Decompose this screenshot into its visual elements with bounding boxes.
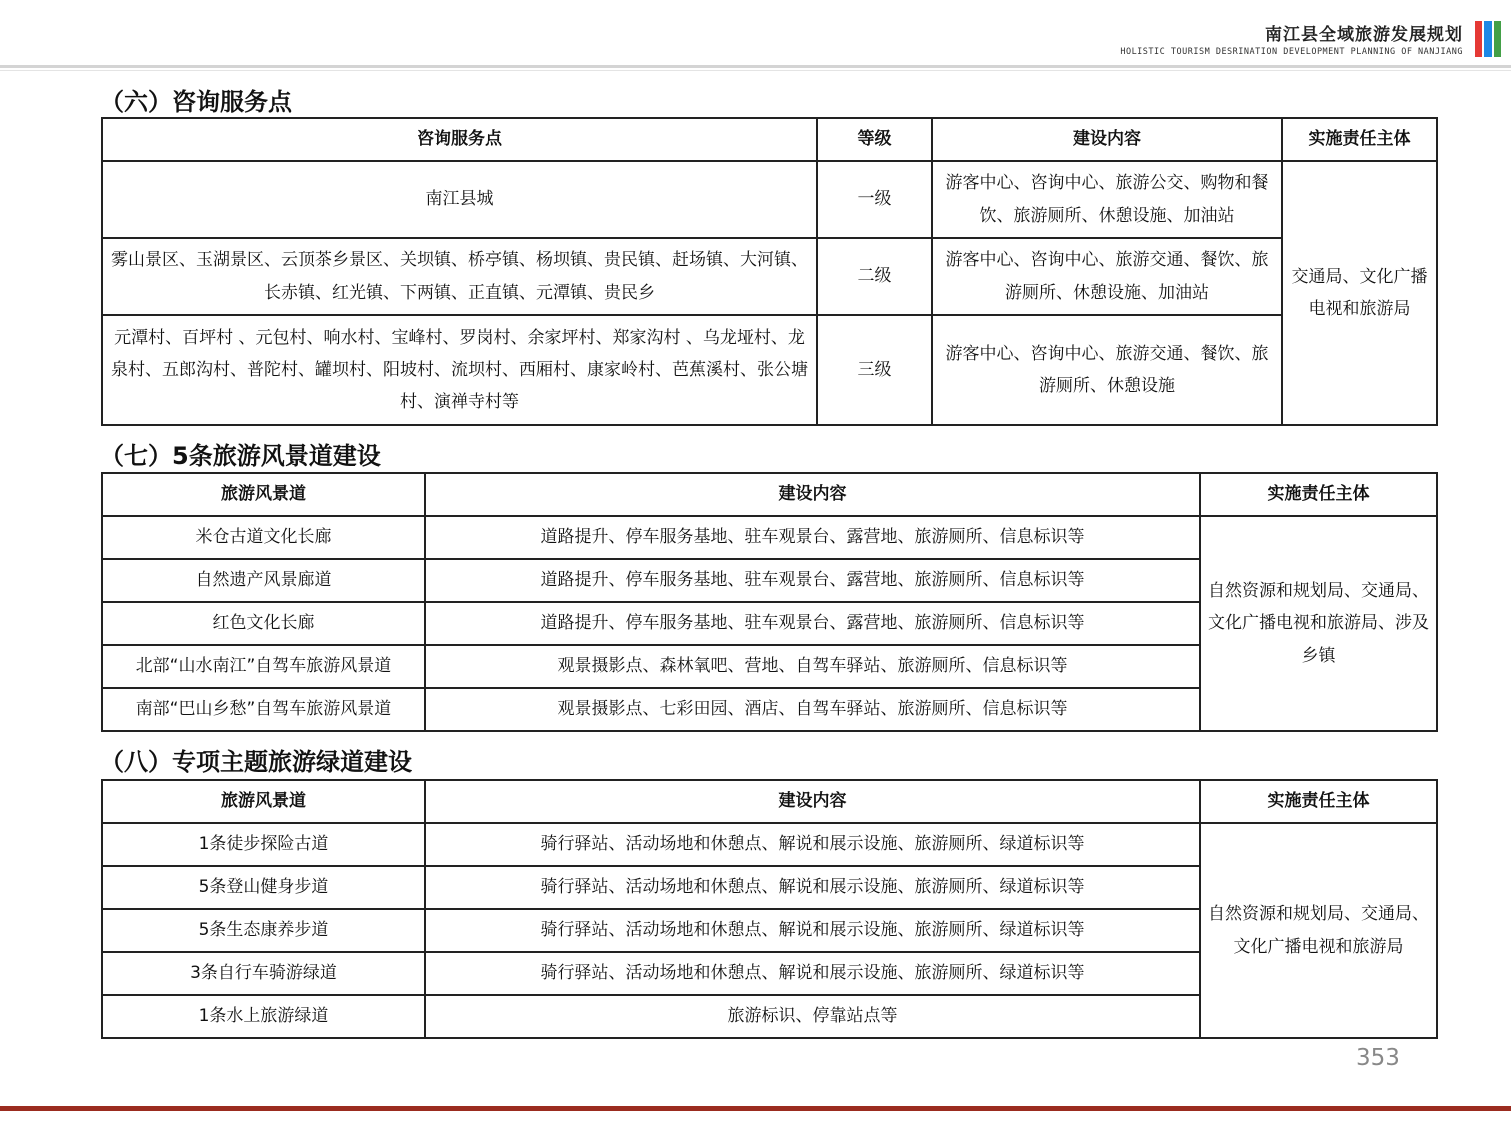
level-cell: 三级 xyxy=(817,315,932,425)
logo-color-bars xyxy=(1475,21,1501,57)
header-title: 南江县全域旅游发展规划 xyxy=(1265,25,1463,45)
greenway-name-cell: 3条自行车骑游绿道 xyxy=(102,952,425,995)
consulting-points-table xyxy=(101,117,1438,426)
table-row xyxy=(102,823,1437,866)
table-row xyxy=(102,238,1437,315)
blue-bar xyxy=(1484,21,1491,57)
service-point-cell: 元潭村、百坪村 、元包村、响水村、宝峰村、罗岗村、余家坪村、郑家沟村 、乌龙垭村、龙泉村、五郎沟村、普陀村、罐坝村、阳坡村、流坝村、西厢村、康家岭村、芭蕉溪村、张公塘村、演禅寺村等 xyxy=(102,315,817,425)
construction-content-cell: 骑行驿站、活动场地和休憩点、解说和展示设施、旅游厕所、绿道标识等 xyxy=(425,909,1200,952)
column-header: 实施责任主体 xyxy=(1200,780,1437,823)
header-divider xyxy=(0,65,1511,68)
construction-content-cell: 观景摄影点、森林氧吧、营地、自驾车驿站、旅游厕所、信息标识等 xyxy=(425,645,1200,688)
responsible-party-cell: 自然资源和规划局、交通局、文化广播电视和旅游局 xyxy=(1200,823,1437,1038)
greenway-name-cell: 1条水上旅游绿道 xyxy=(102,995,425,1038)
byway-name-cell: 米仓古道文化长廊 xyxy=(102,516,425,559)
service-point-cell: 南江县城 xyxy=(102,161,817,238)
table-header-row xyxy=(102,780,1437,823)
section-title-scenic-byways: （七）5条旅游风景道建设 xyxy=(100,442,381,470)
greenway-name-cell: 5条登山健身步道 xyxy=(102,866,425,909)
header-subtitle: HOLISTIC TOURISM DESRINATION DEVELOPMENT PLANNING OF NANJIANG xyxy=(1120,47,1463,57)
construction-content-cell: 骑行驿站、活动场地和休憩点、解说和展示设施、旅游厕所、绿道标识等 xyxy=(425,866,1200,909)
service-point-cell: 雾山景区、玉湖景区、云顶茶乡景区、关坝镇、桥亭镇、杨坝镇、贵民镇、赶场镇、大河镇、长赤镇、红光镇、下两镇、正直镇、元潭镇、贵民乡 xyxy=(102,238,817,315)
section-title-consulting: （六）咨询服务点 xyxy=(100,88,292,116)
scenic-byways-table xyxy=(101,472,1438,732)
column-header: 实施责任主体 xyxy=(1200,473,1437,516)
column-header: 旅游风景道 xyxy=(102,780,425,823)
table-header-row xyxy=(102,118,1437,161)
construction-content-cell: 观景摄影点、七彩田园、酒店、自驾车驿站、旅游厕所、信息标识等 xyxy=(425,688,1200,731)
page-number: 353 xyxy=(1356,1045,1400,1071)
construction-content-cell: 道路提升、停车服务基地、驻车观景台、露营地、旅游厕所、信息标识等 xyxy=(425,559,1200,602)
greenway-name-cell: 5条生态康养步道 xyxy=(102,909,425,952)
construction-content-cell: 骑行驿站、活动场地和休憩点、解说和展示设施、旅游厕所、绿道标识等 xyxy=(425,952,1200,995)
column-header: 旅游风景道 xyxy=(102,473,425,516)
header-divider-thin xyxy=(0,70,1511,71)
byway-name-cell: 南部“巴山乡愁”自驾车旅游风景道 xyxy=(102,688,425,731)
responsible-party-cell: 自然资源和规划局、交通局、文化广播电视和旅游局、涉及乡镇 xyxy=(1200,516,1437,731)
table-row xyxy=(102,315,1437,425)
byway-name-cell: 自然遗产风景廊道 xyxy=(102,559,425,602)
column-header: 建设内容 xyxy=(425,473,1200,516)
table-row xyxy=(102,516,1437,559)
greenway-name-cell: 1条徒步探险古道 xyxy=(102,823,425,866)
table-row xyxy=(102,161,1437,238)
level-cell: 一级 xyxy=(817,161,932,238)
column-header: 实施责任主体 xyxy=(1282,118,1437,161)
green-bar xyxy=(1494,21,1501,57)
construction-content-cell: 道路提升、停车服务基地、驻车观景台、露营地、旅游厕所、信息标识等 xyxy=(425,602,1200,645)
construction-content-cell: 游客中心、咨询中心、旅游公交、购物和餐饮、旅游厕所、休憩设施、加油站 xyxy=(932,161,1282,238)
construction-content-cell: 道路提升、停车服务基地、驻车观景台、露营地、旅游厕所、信息标识等 xyxy=(425,516,1200,559)
red-bar xyxy=(1475,21,1482,57)
construction-content-cell: 旅游标识、停靠站点等 xyxy=(425,995,1200,1038)
column-header: 等级 xyxy=(817,118,932,161)
column-header: 咨询服务点 xyxy=(102,118,817,161)
byway-name-cell: 红色文化长廊 xyxy=(102,602,425,645)
column-header: 建设内容 xyxy=(932,118,1282,161)
column-header: 建设内容 xyxy=(425,780,1200,823)
level-cell: 二级 xyxy=(817,238,932,315)
footer-divider xyxy=(0,1106,1511,1111)
construction-content-cell: 游客中心、咨询中心、旅游交通、餐饮、旅游厕所、休憩设施 xyxy=(932,315,1282,425)
byway-name-cell: 北部“山水南江”自驾车旅游风景道 xyxy=(102,645,425,688)
table-header-row xyxy=(102,473,1437,516)
greenways-table xyxy=(101,779,1438,1039)
construction-content-cell: 骑行驿站、活动场地和休憩点、解说和展示设施、旅游厕所、绿道标识等 xyxy=(425,823,1200,866)
section-title-greenways: （八）专项主题旅游绿道建设 xyxy=(100,748,412,776)
responsible-party-cell: 交通局、文化广播电视和旅游局 xyxy=(1282,161,1437,425)
construction-content-cell: 游客中心、咨询中心、旅游交通、餐饮、旅游厕所、休憩设施、加油站 xyxy=(932,238,1282,315)
